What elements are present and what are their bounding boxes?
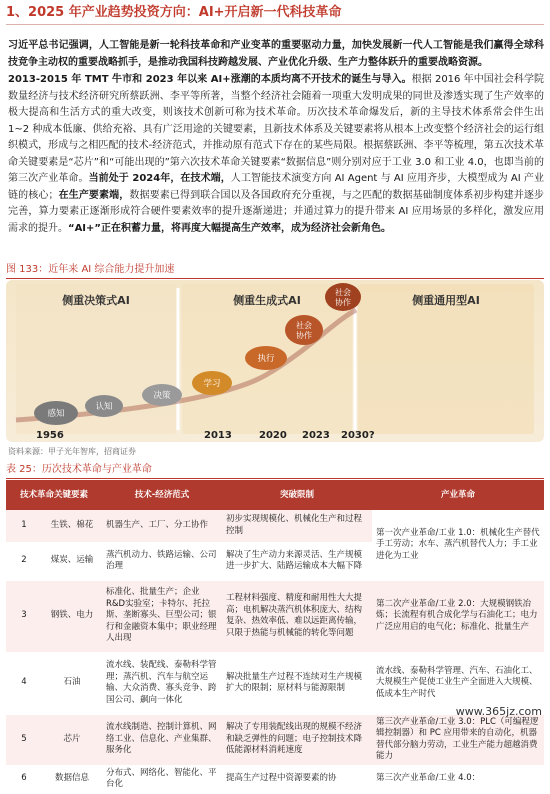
year-1956: 1956 bbox=[36, 430, 64, 441]
stage-label-general: 侧重通用型AI bbox=[412, 294, 480, 307]
svg-text:社会: 社会 bbox=[296, 321, 312, 330]
row-paradigm: 分布式、网络化、智能化、平台化 bbox=[102, 765, 222, 793]
tech-revolution-table bbox=[6, 480, 544, 794]
site-watermark: www.365jz.com bbox=[455, 705, 542, 718]
row-industrial: 第一次产业革命/工业 1.0：机械化生产替代手工劳动；水车、蒸汽机替代人力；手工业进化为工业 bbox=[372, 510, 544, 580]
row-paradigm: 流水线制造、控制计算机、网络工业、信息化、产业集群、服务化 bbox=[102, 714, 222, 765]
row-industrial: 第三次产业革命/工业 4.0： bbox=[372, 765, 544, 793]
body-bold-3: “AI+”正在积蓄力量，将再度大幅提高生产效率，成为经济社会新角色。 bbox=[68, 222, 391, 234]
stage-label-generative: 侧重生成式AI bbox=[233, 294, 301, 307]
row-key-element: 芯片 bbox=[42, 714, 102, 765]
year-2030: 2030? bbox=[341, 430, 375, 441]
row-breakthrough: 提高生产过程中资源要素的协 bbox=[222, 765, 372, 793]
year-2013: 2013 bbox=[204, 430, 232, 441]
header-breakthrough: 突破限制 bbox=[222, 480, 372, 510]
table-title: 表 25：历次技术革命与产业革命 bbox=[6, 462, 544, 479]
svg-text:协作: 协作 bbox=[335, 298, 351, 307]
step-learning bbox=[192, 371, 232, 395]
row-index: 1 bbox=[6, 510, 42, 542]
header-paradigm: 技术-经济范式 bbox=[102, 480, 222, 510]
row-key-element: 钢铁、电力 bbox=[42, 580, 102, 652]
table-header-row bbox=[6, 480, 544, 510]
stage-label-decision: 侧重决策式AI bbox=[62, 294, 130, 307]
row-key-element: 石油 bbox=[42, 652, 102, 714]
figure-title: 图 133：近年来 AI 综合能力提升加速 bbox=[6, 262, 544, 279]
table-row bbox=[6, 510, 544, 542]
step-cognition bbox=[85, 395, 123, 417]
svg-text:感知: 感知 bbox=[47, 409, 65, 419]
step-execution bbox=[245, 346, 287, 370]
step-social-collab-2 bbox=[325, 283, 361, 311]
svg-text:认知: 认知 bbox=[95, 402, 113, 412]
ai-timeline-figure bbox=[6, 280, 544, 442]
row-breakthrough: 解决了生产动力来源灵活、生产规模进一步扩大、陆路运输成本大幅下降 bbox=[222, 542, 372, 580]
body-text-2: 人工智能技术演变方向 AI Agent 与 AI 应用齐步，大模型成为 AI 产业链的核心； bbox=[8, 173, 544, 201]
table-row bbox=[6, 580, 544, 652]
row-key-element: 数据信息 bbox=[42, 765, 102, 793]
row-index: 6 bbox=[6, 765, 42, 793]
body-bold-1: 当前处于 2024年，在技术端， bbox=[88, 173, 231, 184]
ai-timeline-svg bbox=[6, 280, 544, 442]
section-title: 1、2025 年产业趋势投资方向：AI+开启新一代科技革命 bbox=[6, 2, 544, 25]
row-industrial: 第三次产业革命/工业 3.0：PLC（可编程逻辑控制器）和 PC 应用带来的自动化，机器替代部分脑力劳动，工业生产能力超越消费能力 bbox=[372, 714, 544, 765]
intro-text: 习近平总书记强调，人工智能是新一轮科技革命和产业变革的重要驱动力量，加快发展新一代人工智能是我们赢得全球科技竞争主动权的重要战略抓手，是推动我国科技跨越发展、产业优化升级、生产力整体跃升的重要战略资源。 bbox=[8, 40, 544, 68]
step-perception bbox=[34, 401, 78, 425]
svg-text:决策: 决策 bbox=[153, 391, 171, 401]
year-2023: 2023 bbox=[302, 430, 330, 441]
row-breakthrough: 初步实现规模化、机械化生产和过程控制 bbox=[222, 510, 372, 542]
svg-text:协作: 协作 bbox=[296, 331, 312, 340]
header-industrial: 产业革命 bbox=[372, 480, 544, 510]
body-bold-2: 在生产要素端， bbox=[58, 189, 130, 201]
figure-source: 资料来源：甲子光年智库，招商证券 bbox=[8, 447, 136, 456]
row-paradigm: 流水线、装配线、泰勒科学管理；蒸汽机、汽车与航空运输、大众消费、寡头竞争、跨国公司、飙向一体化 bbox=[102, 652, 222, 714]
svg-text:社会: 社会 bbox=[335, 288, 351, 297]
svg-text:执行: 执行 bbox=[257, 354, 275, 364]
body-paragraph bbox=[8, 72, 544, 237]
row-industrial: 流水线、泰勒科学管理、汽车、石油化工、大规模生产促使工业生产全面进入大规模、低成本生产时代 bbox=[372, 652, 544, 714]
row-paradigm: 蒸汽机动力、铁路运输、公司治理 bbox=[102, 542, 222, 580]
row-paradigm: 标准化、批量生产；企业R&D实验室；卡特尔、托拉斯、垄断寡头、巨型公司；银行和金融资本集中；职业经理人出现 bbox=[102, 580, 222, 652]
header-key-element: 技术革命关键要素 bbox=[6, 480, 102, 510]
step-social-collab-1 bbox=[285, 315, 323, 345]
row-breakthrough: 解决了专用装配线出现的规模不经济和缺乏弹性的问题；电子控制技术降低能源材料消耗速度 bbox=[222, 714, 372, 765]
row-key-element: 煤炭、运输 bbox=[42, 542, 102, 580]
row-breakthrough: 工程材料强度、精度和耐用性大大提高；电机解决蒸汽机体积庞大、结构复杂、热效率低、难以远距离传输，只限于热能与机械能的转化等问题 bbox=[222, 580, 372, 652]
body-text-1: 根据 2016 年中国社会科学院数量经济与技术经济研究所蔡跃洲、李平等所著，当整个经济社会随着一项重大发明成果的同世及渗透实现了生产效率的极大提高和生活方式的重大改变，则该技术创新可称为技术革命。历次技术革命爆发后，新的主导技术体系常会伴生出 1~2 种成本低廉、供给充裕、具有广泛用途的关键要素，且新技术体系及关键要素将从根本上改变整个经济社会的运行组织模式，形成与之相匹配的技术-经济范式，并推动原有范式下存在的某些局限。根据蔡跃洲、李平等梳理，第五次技术革命关键要素是“芯片”和“可能出现的”第六次技术革命关键要素“数据信息”则分别对应于工业 3.0 和工业 4.0，也即当前的第三次产业革命。 bbox=[8, 74, 544, 184]
step-decision bbox=[142, 384, 182, 406]
intro-paragraph bbox=[8, 38, 544, 71]
table-row bbox=[6, 765, 544, 793]
year-2020: 2020 bbox=[259, 430, 287, 441]
body-text-3: 数据要素已得到联合国以及各国政府充分重视，与之匹配的数据基础制度体系初步构建并逐步完善，算力要素正逐渐形成符合硬件要素效率的提升逐渐递进；并通过算力的提升带来 AI 应用场景的多样化，激发应用需求的提升。 bbox=[8, 189, 545, 234]
row-key-element: 生铁、棉花 bbox=[42, 510, 102, 542]
row-index: 4 bbox=[6, 652, 42, 714]
row-index: 5 bbox=[6, 714, 42, 765]
svg-text:学习: 学习 bbox=[203, 379, 221, 389]
row-industrial: 第二次产业革命/工业 2.0：大规模钢铁冶炼；长流程有机合成化学与石油化工；电力广泛应用启的电气化；标准化、批量生产 bbox=[372, 580, 544, 652]
row-paradigm: 机器生产、工厂、分工协作 bbox=[102, 510, 222, 542]
body-lead: 2013-2015 年 TMT 牛市和 2023 年以来 AI+涨潮的本质均离不开技术的诞生与导入。 bbox=[8, 74, 412, 85]
row-index: 2 bbox=[6, 542, 42, 580]
row-index: 3 bbox=[6, 580, 42, 652]
row-breakthrough: 解决批量生产过程不连续对生产规模扩大的限制；原材料与能源限制 bbox=[222, 652, 372, 714]
